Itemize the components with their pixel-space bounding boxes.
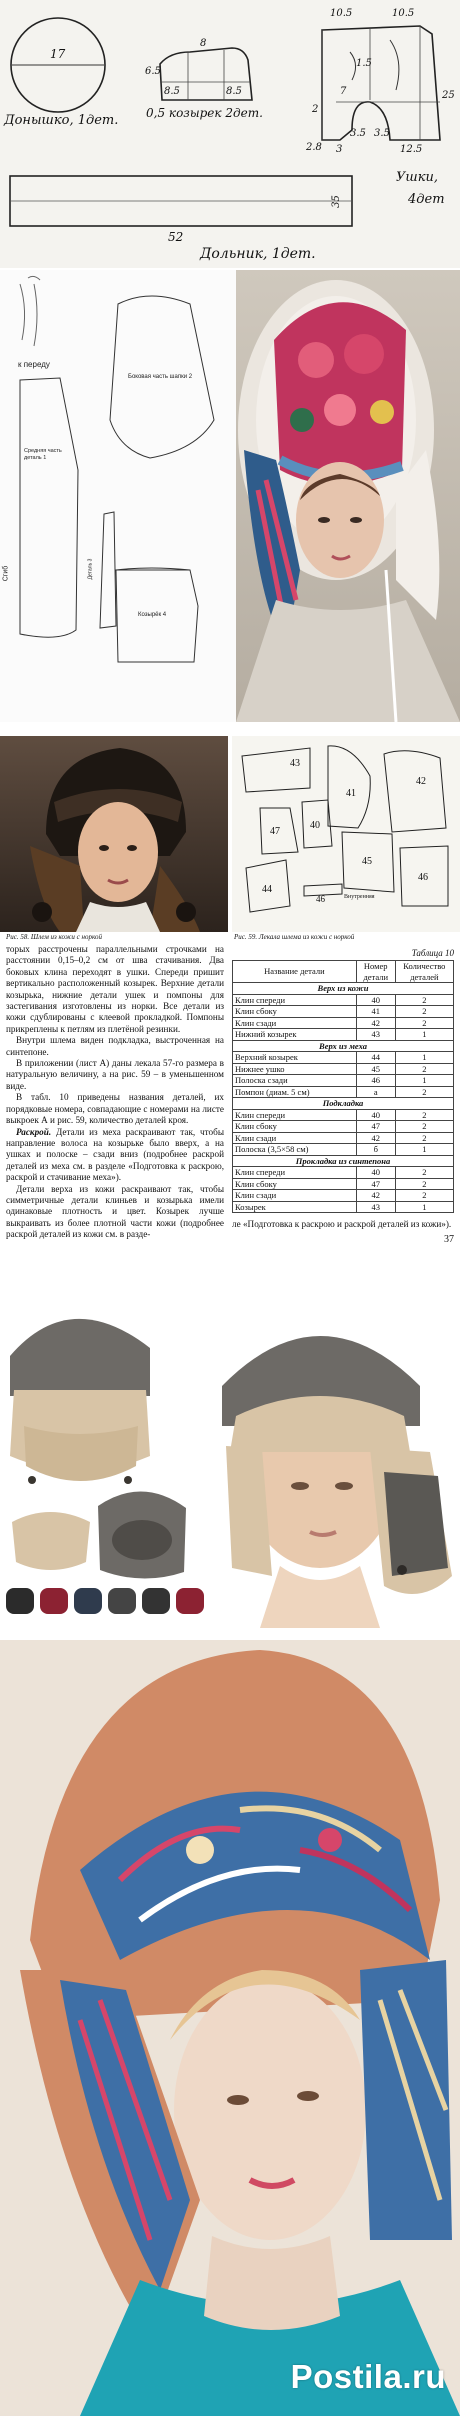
table-cell-qty: 2 [395, 1167, 453, 1179]
table-row [233, 1075, 454, 1087]
col-name-header: Название детали [233, 961, 357, 983]
col-qty-header: Количество деталей [395, 961, 453, 983]
dim-17: 17 [50, 47, 66, 61]
visor-label: 0,5 козырек 2дет. [146, 106, 263, 120]
dim-8-5b: 8.5 [226, 86, 242, 97]
table-group-row [233, 1040, 454, 1052]
caption-right: Рис. 59. Лекала шлема из кожи с норкой [234, 933, 355, 941]
dim-2-8: 2.8 [306, 142, 322, 153]
earflap-label-1: Ушки, [396, 170, 438, 185]
table-cell-num: 47 [356, 1178, 395, 1190]
dim-52: 52 [168, 230, 184, 244]
table-cell-name: Помпон (диам. 5 см) [233, 1086, 357, 1098]
table-cell-num: 42 [356, 1132, 395, 1144]
col-num-header: Номер детали [356, 961, 395, 983]
paragraph-raskroi [6, 1127, 224, 1184]
detail-3-pattern [100, 512, 116, 628]
paisley-ushanka-illustration [0, 1640, 460, 2416]
piece-num-45: 45 [362, 856, 372, 867]
table-group-title: Прокладка из синтепона [233, 1155, 454, 1167]
scarf-fur-hat-illustration [236, 270, 460, 722]
raskroi-text: Детали из меха раскраивают так, чтобы направление волоса на козырьке было вверх, а на ушках и полоске – сзади вниз (подробнее раскрой деталей из меха см. в разделе «Подготовка к раскрою, раскрой и стачивание меха»). [6, 1126, 225, 1183]
table-cell-qty: 2 [395, 1086, 453, 1098]
parts-table [232, 960, 454, 1213]
table-cell-num: 42 [356, 1017, 395, 1029]
watermark-text: Postila.ru [290, 2358, 446, 2395]
table-cell-num: 45 [356, 1063, 395, 1075]
book-text-column [6, 944, 224, 1241]
table-cell-name: Верхний козырек [233, 1052, 357, 1064]
table-cell-name: Полоска (3,5×58 см) [233, 1144, 357, 1156]
table-cell-num: 42 [356, 1190, 395, 1202]
page-number: 37 [444, 1234, 454, 1246]
detail-3-label: Деталь 3 [87, 558, 94, 580]
leather-hat-girl-illustration [0, 736, 228, 932]
table-continuation: ле «Подготовка к раскрою и раскрой деталей из кожи»). [232, 1219, 452, 1229]
dim-3-5a: 3.5 [350, 128, 366, 139]
table-row [233, 1029, 454, 1041]
table-cell-name: Клин сбоку [233, 1006, 357, 1018]
table-group-title: Верх из меха [233, 1040, 454, 1052]
table-cell-qty: 2 [395, 1132, 453, 1144]
table-group-title: Верх из кожи [233, 983, 454, 995]
table-row [233, 1052, 454, 1064]
dim-12-5: 12.5 [400, 144, 423, 155]
table-cell-qty: 2 [395, 1006, 453, 1018]
table-row [233, 994, 454, 1006]
piece-num-46: 46 [316, 894, 325, 904]
visor-print-label: Козырёк 4 [138, 612, 167, 618]
dim-6-5: 6.5 [145, 66, 161, 77]
table-cell-qty: 2 [395, 1121, 453, 1133]
table-cell-name: Клин сзади [233, 1190, 357, 1202]
piece-num-44: 44 [262, 884, 272, 895]
table-group-row [233, 1098, 454, 1110]
table-row [233, 1132, 454, 1144]
piece-label-bottom: Внутренняя [344, 894, 375, 900]
dim-1-5: 1.5 [356, 58, 372, 69]
dim-7: 7 [340, 86, 347, 97]
dim-8-5a: 8.5 [164, 86, 180, 97]
table-cell-name: Клин спереди [233, 1109, 357, 1121]
piece-num-42: 42 [416, 776, 426, 787]
dim-10-5a: 10.5 [330, 8, 353, 19]
pattern-sketch-section [0, 0, 460, 268]
table-cell-num: 44 [356, 1052, 395, 1064]
piece-num-41: 41 [346, 788, 356, 799]
table-cell-num: 40 [356, 994, 395, 1006]
caption-left: Рис. 58. Шлем из кожи с норкой [6, 933, 102, 941]
ear-print-label [140, 650, 143, 651]
dim-0-5 [150, 104, 152, 105]
dim-8: 8 [200, 38, 207, 49]
band-strip-label: Дольник, 1дет. [200, 246, 316, 262]
crown-label: Донышко, 1дет. [4, 113, 119, 128]
to-front-label: к переду [18, 360, 50, 369]
table-row [233, 1063, 454, 1075]
table-group-row [233, 1155, 454, 1167]
dim-3: 3 [336, 144, 343, 155]
table-cell-qty: 2 [395, 1178, 453, 1190]
trapper-hat-product-photo [0, 1276, 460, 1628]
table-cell-name: Полоска сзади [233, 1075, 357, 1087]
table-cell-qty: 1 [395, 1075, 453, 1087]
table-row [233, 1190, 454, 1202]
book-pattern-pieces [232, 736, 460, 932]
table-cell-num: 43 [356, 1029, 395, 1041]
piece-num-46b: 46 [418, 872, 428, 883]
piece-num-40: 40 [310, 820, 320, 831]
raskroi-heading: Раскрой. [16, 1126, 52, 1137]
earflap-label-2: 4дет [408, 192, 445, 207]
paisley-ushanka-photo [0, 1640, 460, 2416]
table-cell-qty: 1 [395, 1029, 453, 1041]
pattern-print-drawing [0, 270, 236, 722]
paragraph: В приложении (лист А) даны лекала 57-го размера в натуральную величину, а на рис. 59 – в уменьшенном виде. [6, 1058, 224, 1091]
dim-3-5b: 3.5 [374, 128, 390, 139]
book-photo-leather-hat [0, 736, 228, 932]
table-cell-qty: 2 [395, 1017, 453, 1029]
fold-label: Сгиб [2, 565, 10, 582]
table-cell-num: а [356, 1086, 395, 1098]
table-cell-name: Клин сзади [233, 1017, 357, 1029]
middle-panel-pattern [20, 378, 78, 637]
table-group-row [233, 983, 454, 995]
trapper-hat-illustration [0, 1276, 460, 1628]
dim-10-5b: 10.5 [392, 8, 415, 19]
table-cell-qty: 1 [395, 1144, 453, 1156]
table-group-title: Подкладка [233, 1098, 454, 1110]
table-row [233, 1006, 454, 1018]
dim-25: 25 [442, 90, 455, 101]
table-row [233, 1121, 454, 1133]
table-title: Таблица 10 [411, 948, 454, 958]
table-cell-name: Клин спереди [233, 994, 357, 1006]
table-cell-num: 46 [356, 1075, 395, 1087]
table-row [233, 1086, 454, 1098]
paragraph: торых расстрочены параллельными строчками на расстоянии 0,15–0,2 см от шва стачивания. Два боковых клина переходят в ушки. Спереди пришит вертикально расположенный козырек. Верхние детали козырька, нижние детали ушек и помпоны для застегивания изготовлены из норки. Все детали из кожи сдублированы с клеевой прокладкой. Помпоны прикреплены к петлям из плетёной резинки. [6, 944, 224, 1034]
table-row [233, 1201, 454, 1213]
table-row [233, 1167, 454, 1179]
table-cell-name: Клин сбоку [233, 1178, 357, 1190]
table-cell-qty: 1 [395, 1052, 453, 1064]
table-row [233, 1017, 454, 1029]
table-cell-name: Клин сзади [233, 1132, 357, 1144]
parts-table-block [232, 948, 454, 1245]
paragraph: Внутри шлема виден подкладка, выстроченная на синтепоне. [6, 1035, 224, 1057]
middle-panel-label: Средняя часть деталь 1 [24, 448, 62, 461]
table-cell-qty: 2 [395, 994, 453, 1006]
table-row [233, 1109, 454, 1121]
table-cell-name: Козырек [233, 1201, 357, 1213]
dim-2: 2 [312, 104, 319, 115]
table-cell-num: 41 [356, 1006, 395, 1018]
piece-num-47: 47 [270, 826, 280, 837]
table-cell-qty: 2 [395, 1190, 453, 1202]
table-cell-name: Клин сбоку [233, 1121, 357, 1133]
side-panel-label: Боковая часть шапки 2 [128, 374, 193, 380]
table-cell-name: Нижнее ушко [233, 1063, 357, 1075]
piece-num-43: 43 [290, 758, 300, 769]
dim-35: 35 [330, 195, 342, 208]
scarf-fur-hat-photo [236, 270, 460, 722]
table-cell-qty: 2 [395, 1109, 453, 1121]
table-cell-num: б [356, 1144, 395, 1156]
table-cell-num: 43 [356, 1201, 395, 1213]
table-cell-num: 40 [356, 1167, 395, 1179]
table-cell-name: Нижний козырек [233, 1029, 357, 1041]
table-cell-qty: 1 [395, 1201, 453, 1213]
pattern-sketch-drawing [0, 0, 460, 268]
paragraph: Детали верха из кожи раскраивают так, чтобы симметричные детали клиньев и козырька имели одинаковые плотность и цвет. Козырек лучше выкраивать из более плотной части кожи (подробнее раскрой деталей из кожи см. в разде- [6, 1183, 224, 1240]
table-cell-name: Клин спереди [233, 1167, 357, 1179]
earflap-pattern [322, 26, 440, 140]
table-cell-num: 47 [356, 1121, 395, 1133]
pattern-print-section [0, 270, 236, 722]
table-row [233, 1178, 454, 1190]
table-cell-num: 40 [356, 1109, 395, 1121]
table-cell-qty: 2 [395, 1063, 453, 1075]
paragraph: В табл. 10 приведены названия деталей, их порядковые номера, совпадающие с номерами на листе выкроек А и рис. 59, количество деталей кроя. [6, 1092, 224, 1126]
table-row [233, 1144, 454, 1156]
book-pattern-figure [232, 736, 460, 932]
